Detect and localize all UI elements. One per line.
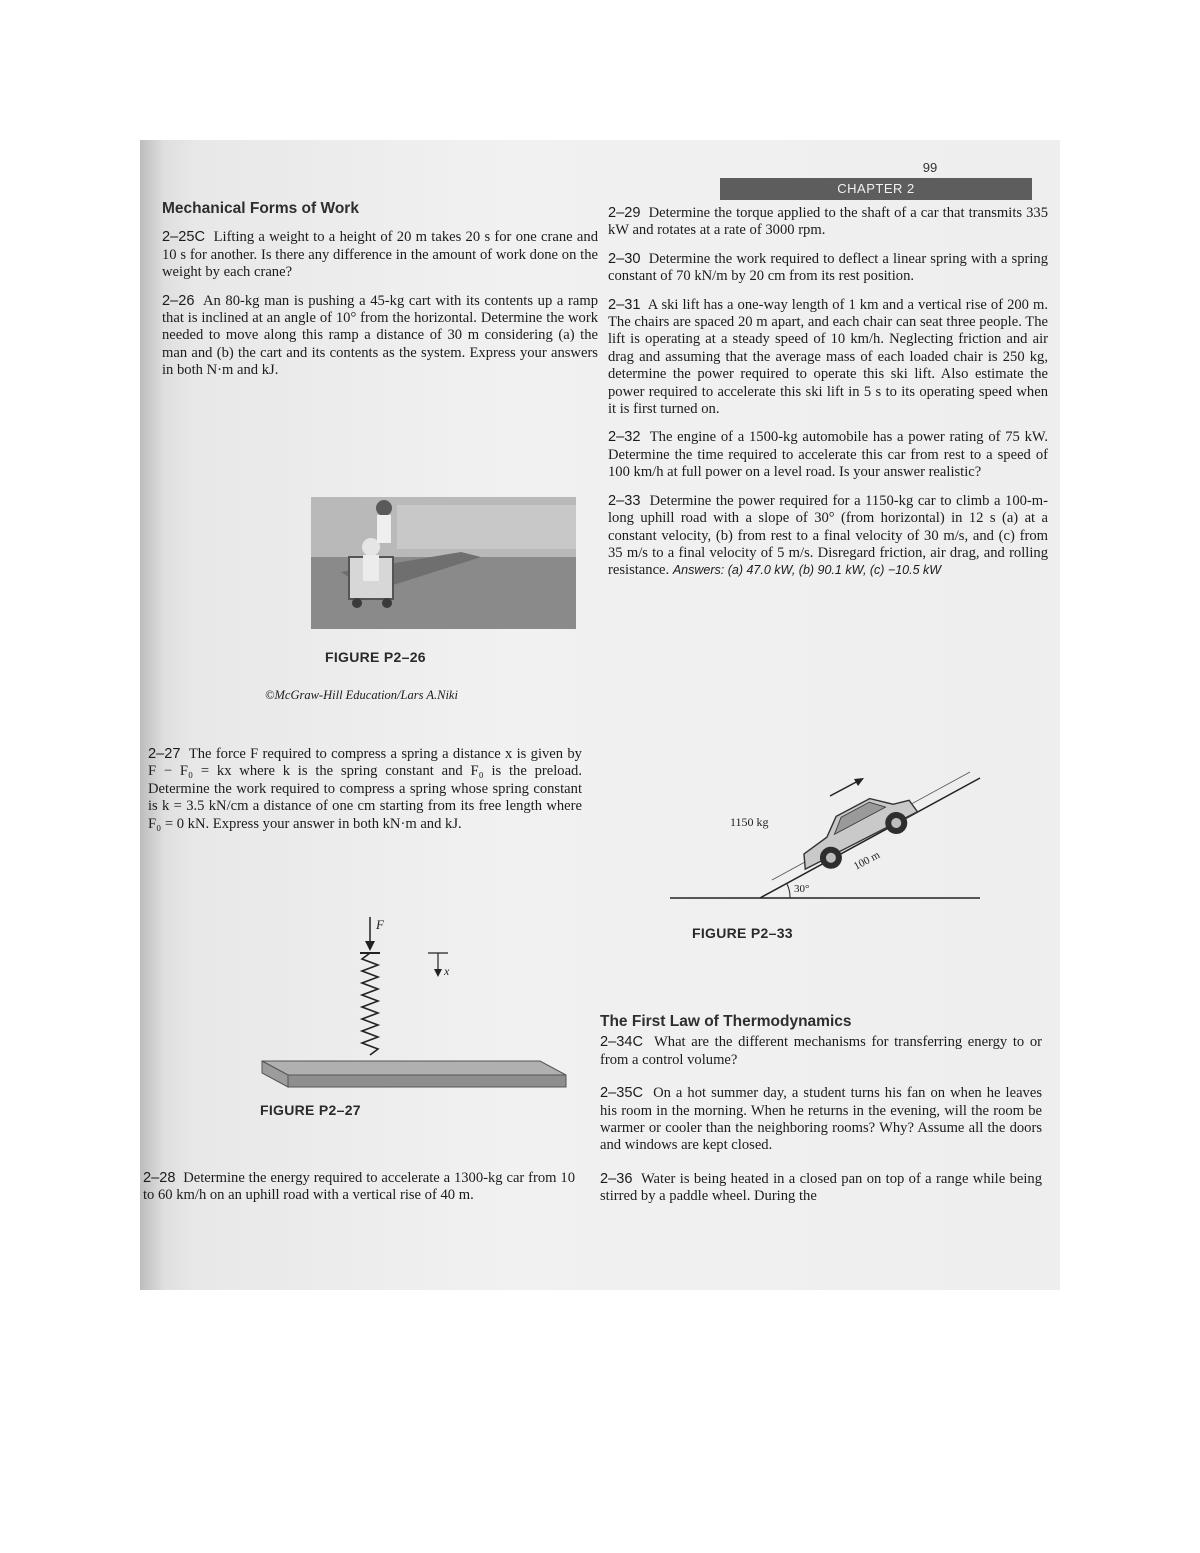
problem-2-30: [608, 251, 1048, 286]
x-arrowhead: [434, 969, 442, 977]
problem-number: 2–32: [608, 429, 641, 446]
problem-number: 2–31: [608, 296, 641, 313]
problem-2-27: [148, 746, 582, 833]
section-title-first-law: The First Law of Thermodynamics: [600, 1013, 852, 1030]
problem-2-35c: [600, 1085, 1042, 1155]
force-label: F: [376, 917, 384, 932]
problem-number: 2–29: [608, 205, 641, 221]
problem-text: Determine the power required for a 1150-kg car to climb a 100-m-long uphill road with a slope of 30° (from horizontal) in 12 s (a) at a constant velocity, (b) from rest to a final velocity of 30 m/s, and (c) from 35 m/s to a final velocity of 5 m/s. Disregard friction, air drag, and rolling resistance.: [608, 492, 1049, 579]
chapter-header: CHAPTER 2: [720, 178, 1032, 200]
figure-p2-33-label: FIGURE P2–33: [692, 925, 793, 941]
page-number: 99: [922, 160, 938, 175]
problem-text: Determine the torque applied to the shaft of a car that transmits 335 kW and rotates at a rate of 3000 rpm.: [608, 205, 1049, 239]
angle-label: 30°: [794, 883, 810, 895]
figure-p2-26-label: FIGURE P2–26: [325, 649, 426, 665]
mass-label: 1150 kg: [730, 815, 769, 829]
problem-number: 2–35C: [600, 1085, 644, 1102]
problem-text: What are the different mechanisms for transferring energy to or from a control volume?: [600, 1034, 1042, 1068]
spring-coil: [362, 953, 378, 1055]
problem-2-25c: [162, 229, 598, 281]
problem-2-28: [143, 1170, 575, 1205]
x-label: x: [444, 964, 450, 978]
problem-text: Determine the energy required to accelerate a 1300-kg car from 10 to 60 km/h on an uphill road with a vertical rise of 40 m.: [143, 1170, 575, 1204]
problem-2-36: [600, 1171, 1042, 1206]
problem-2-29: [608, 205, 1048, 240]
incline-line: [760, 778, 980, 898]
motion-arrow: [830, 780, 860, 796]
problem-number: 2–33: [608, 492, 641, 509]
problem-answers: Answers: (a) 47.0 kW, (b) 90.1 kW, (c) −10.5 kW: [672, 563, 942, 578]
problem-text: Water is being heated in a closed pan on top of a range while being stirred by a paddle wheel. During the: [600, 1170, 1042, 1205]
problem-number: 2–30: [608, 250, 641, 267]
figure-p2-27-diagram: [240, 915, 570, 1115]
problem-text: An 80-kg man is pushing a 45-kg cart with its contents up a ramp that is inclined at an angle of 10° from the horizontal. Determine the work needed to move along this ramp a distance of 30 m considering (a) the man and (b) the cart and its contents as the system. Express your answers in both N·m and kJ.: [162, 292, 598, 379]
problem-text: Determine the work required to deflect a linear spring with a spring constant of 70 kN/m by 20 cm from its rest position.: [608, 250, 1049, 285]
length-label: 100 m: [851, 848, 882, 873]
figure-p2-26-credit: ©McGraw-Hill Education/Lars A.Niki: [265, 688, 458, 702]
left-column: [162, 200, 598, 391]
section-title-mechanical-work: Mechanical Forms of Work: [162, 200, 359, 217]
right-column-lower: [600, 1013, 1042, 1217]
force-arrowhead: [365, 941, 375, 951]
problem-number: 2–28: [143, 1170, 176, 1186]
problem-2-31: [608, 297, 1048, 419]
problem-number: 2–26: [162, 292, 195, 309]
problem-number: 2–34C: [600, 1034, 644, 1051]
problem-text: The engine of a 1500-kg automobile has a power rating of 75 kW. Determine the time required to accelerate this car from rest to a speed of 100 km/h at full power on a level road. Is your answer realistic?: [608, 429, 1048, 481]
problem-text: Lifting a weight to a height of 20 m takes 20 s for one crane and 10 s for another. Is there any difference in the amount of work done on the weight by each crane?: [162, 229, 599, 281]
problem-2-34c: [600, 1034, 1042, 1069]
problem-number: 2–36: [600, 1170, 633, 1187]
problem-number: 2–25C: [162, 229, 206, 246]
problem-2-33: [608, 493, 1048, 580]
problem-2-32: [608, 429, 1048, 481]
right-column: [608, 205, 1048, 591]
figure-p2-26-photo: [311, 497, 576, 629]
problem-text: On a hot summer day, a student turns his fan on when he leaves his room in the morning. When he returns in the evening, will the room be warmer or cooler than the neighboring rooms? Why? Assume all the doors and windows are kept closed.: [600, 1085, 1043, 1154]
problem-text: The force F required to compress a spring a distance x is given by F − F₀ = kx where k is the spring constant and F₀ is the preload. Determine the work required to compress a spring whose spring constant is k = 3.5 kN/cm a distance of one cm starting from its free length where F₀ = 0 kN. Express your answer in both kN·m and kJ.: [148, 746, 582, 832]
problem-text: A ski lift has a one-way length of 1 km and a vertical rise of 200 m. The chairs are spaced 20 m apart, and each chair can seat three people. The lift is operating at a steady speed of 10 km/h. Neglecting friction and air drag and assuming that the average mass of each loaded chair is 250 kg, determine the power required to operate this ski lift. Also estimate the power required to accelerate this ski lift in 5 s to its operating speed when it is first turned on.: [608, 296, 1048, 418]
figure-p2-33-diagram: [660, 770, 990, 905]
problem-2-26: [162, 293, 598, 380]
problem-number: 2–27: [148, 746, 181, 762]
figure-p2-27-label: FIGURE P2–27: [260, 1102, 361, 1118]
